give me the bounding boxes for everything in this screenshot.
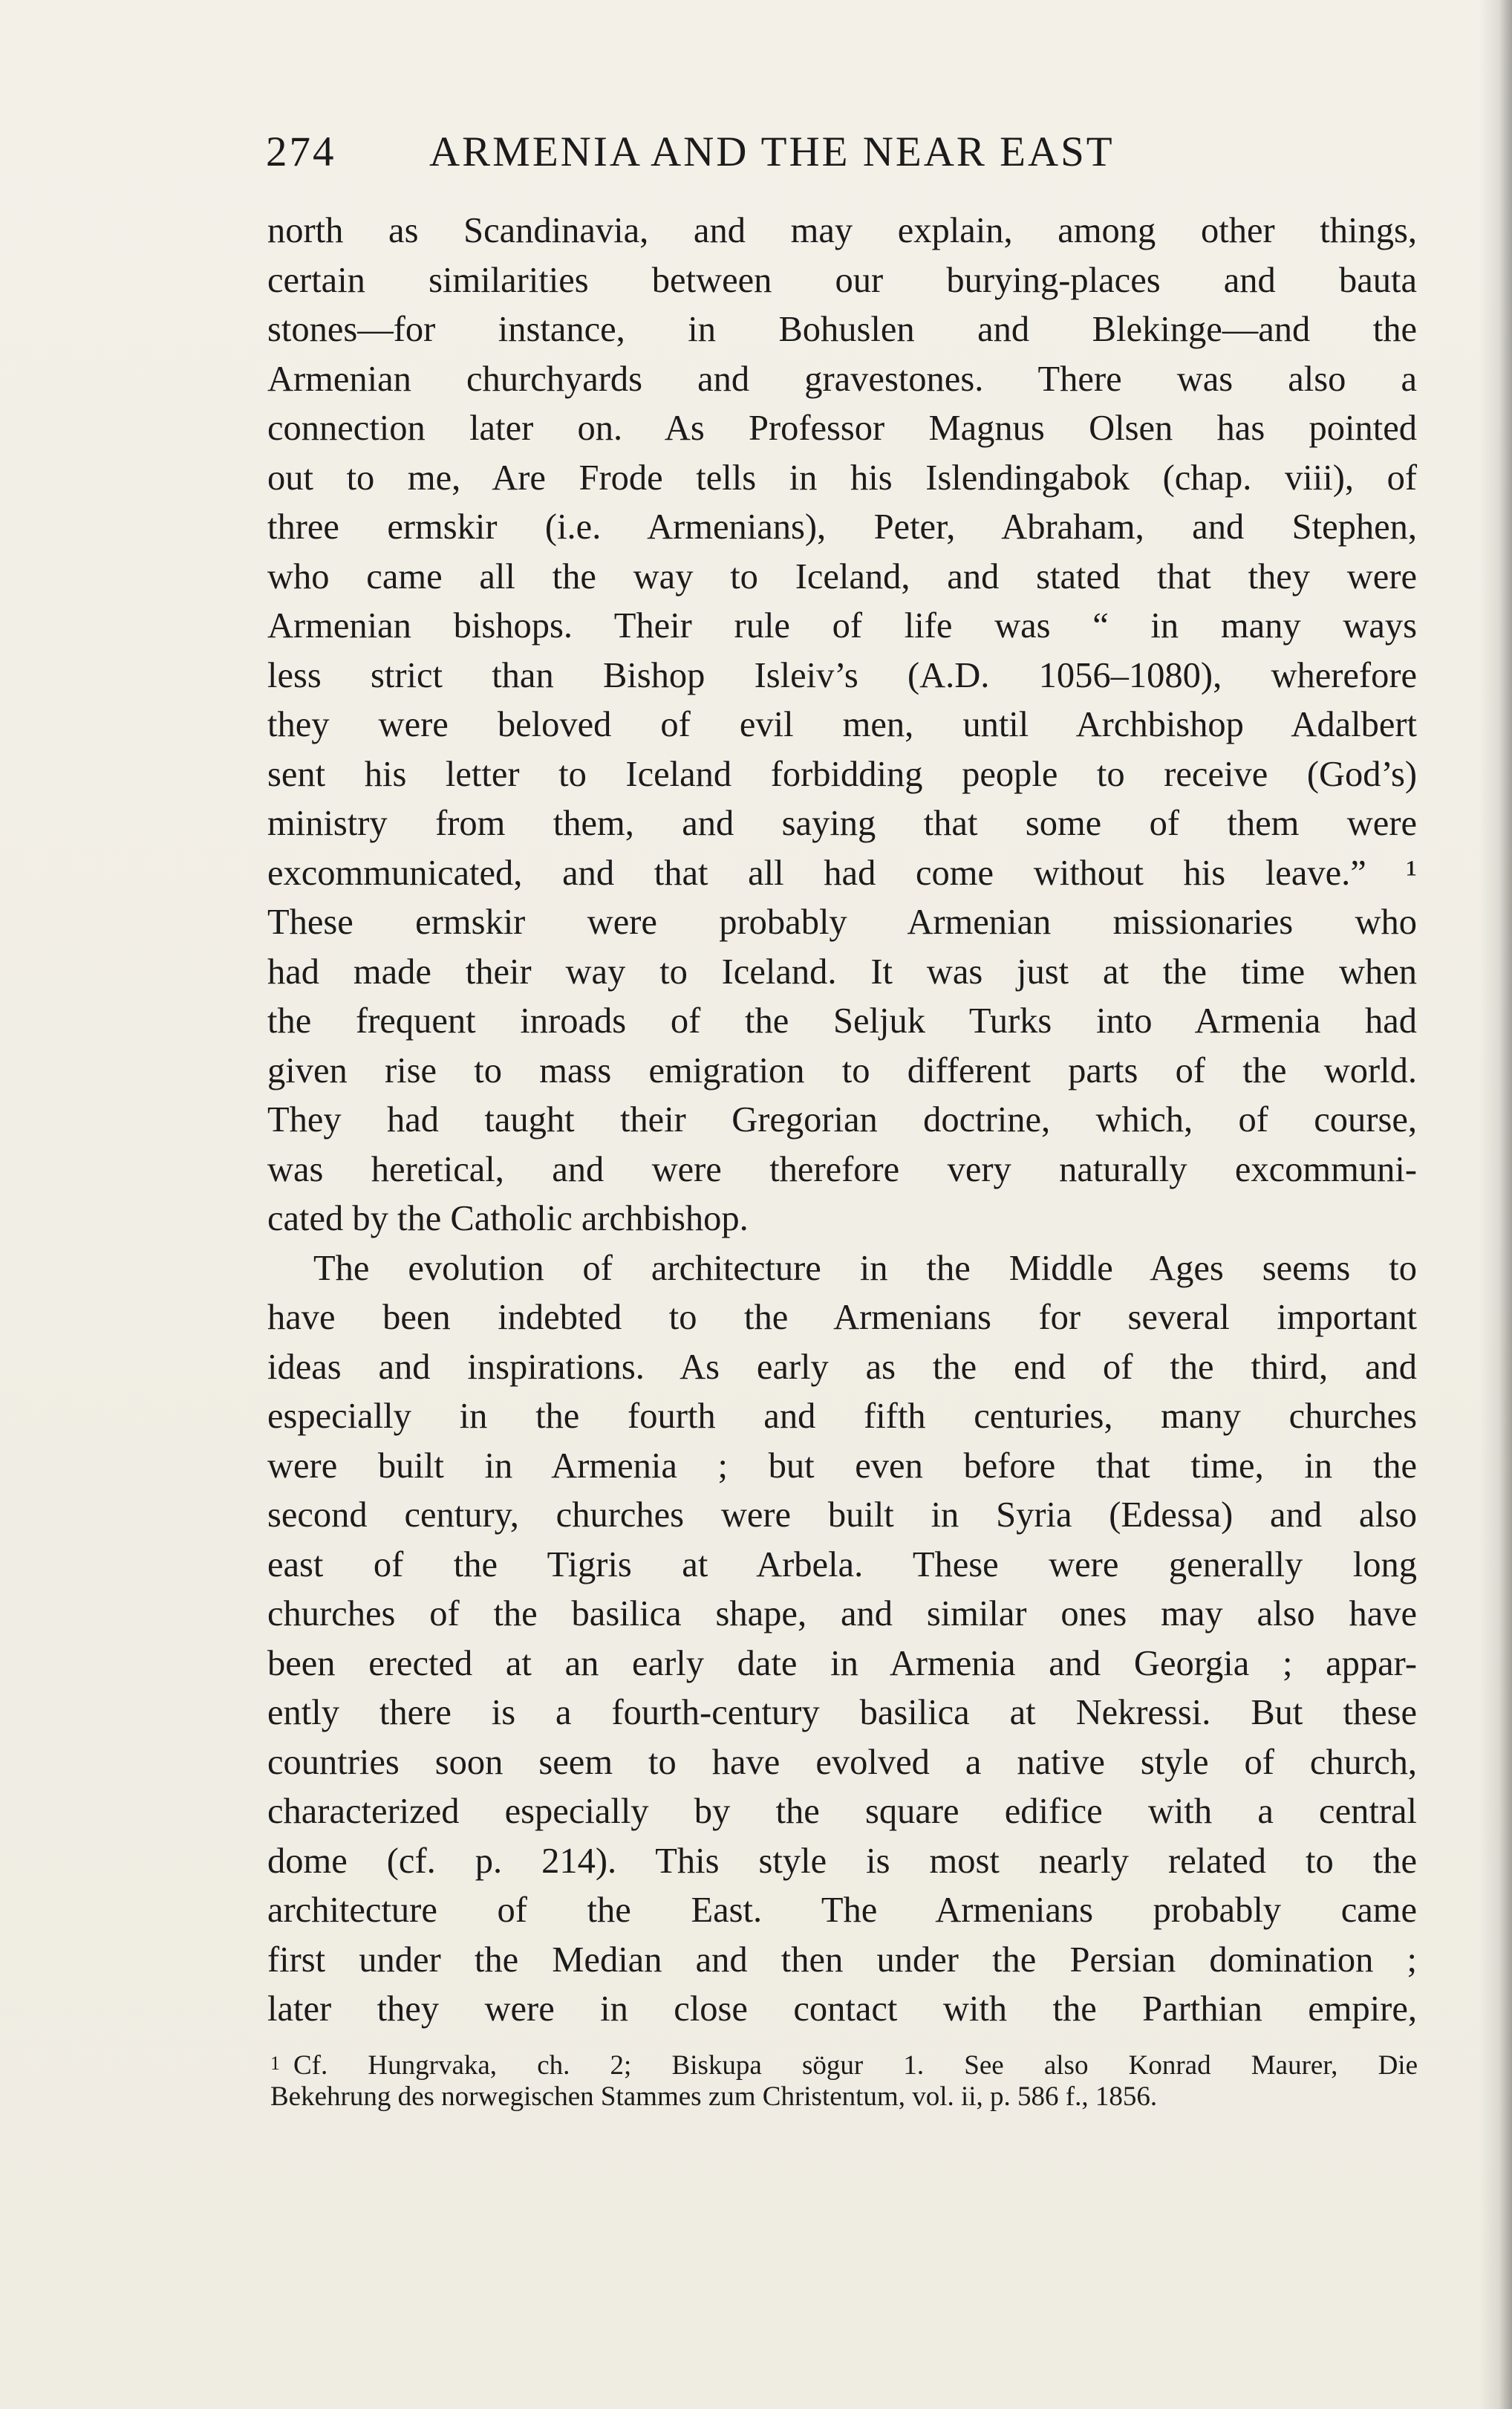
text-line: ideas and inspirations. As early as the end of the third, and <box>267 1347 1417 1387</box>
text-line: were built in Armenia ; but even before that time, in the <box>267 1446 1417 1486</box>
footnote-line: Bekehrung des norwegischen Stammes zum Christentum, vol. ii, p. 586 f., 1856. <box>270 2081 1158 2112</box>
text-line: architecture of the East. The Armenians probably came <box>267 1891 1417 1930</box>
text-line: given rise to mass emigration to different parts of the world. <box>267 1050 1417 1090</box>
text-line: first under the Median and then under the Persian domination ; <box>267 1940 1417 1980</box>
page-number: 274 <box>266 129 336 175</box>
footnote <box>270 2046 1418 2113</box>
text-line: cated by the Catholic archbishop. <box>267 1199 749 1238</box>
text-line: they were beloved of evil men, until Archbishop Adalbert <box>267 705 1417 744</box>
text-line: connection later on. As Professor Magnus Olsen has pointed <box>267 409 1417 448</box>
text-line: excommunicated, and that all had come without his leave.” ¹ <box>267 853 1417 893</box>
text-line: certain similarities between our burying-places and bauta <box>267 260 1417 300</box>
text-line: They had taught their Gregorian doctrine, which, of course, <box>267 1100 1417 1140</box>
text-line: east of the Tigris at Arbela. These were generally long <box>267 1544 1417 1584</box>
running-header <box>266 128 1231 176</box>
footnote-line <box>270 2046 1418 2080</box>
text-line: second century, churches were built in Syria (Edessa) and also <box>267 1495 1417 1535</box>
text-line: countries soon seem to have evolved a native style of church, <box>267 1742 1417 1782</box>
text-line: north as Scandinavia, and may explain, among other things, <box>267 211 1417 250</box>
text-line: characterized especially by the square edifice with a central <box>267 1792 1417 1831</box>
running-title: ARMENIA AND THE NEAR EAST <box>429 129 1115 175</box>
text-line: Armenian bishops. Their rule of life was “ in many ways <box>267 606 1417 646</box>
text-line: stones—for instance, in Bohuslen and Blekinge—and the <box>267 310 1417 349</box>
body-text <box>267 207 1417 2035</box>
text-line: Armenian churchyards and gravestones. There was also a <box>267 359 1417 399</box>
page-gutter-shadow <box>1479 0 1512 2409</box>
text-line: ently there is a fourth-century basilica at Nekressi. But these <box>267 1693 1417 1732</box>
text-line: later they were in close contact with the Parthian empire, <box>267 1989 1417 2029</box>
text-line: three ermskir (i.e. Armenians), Peter, Abraham, and Stephen, <box>267 507 1417 547</box>
text-line: out to me, Are Frode tells in his Islendingabok (chap. viii), of <box>267 458 1417 498</box>
text-line: ministry from them, and saying that some of them were <box>267 804 1417 843</box>
text-line: The evolution of architecture in the Middle Ages seems to <box>313 1248 1417 1288</box>
text-line: was heretical, and were therefore very naturally excommuni- <box>267 1149 1417 1189</box>
text-line: sent his letter to Iceland forbidding people to receive (God’s) <box>267 754 1417 794</box>
text-line: have been indebted to the Armenians for several important <box>267 1298 1417 1337</box>
text-line: These ermskir were probably Armenian missionaries who <box>267 903 1417 942</box>
text-line: had made their way to Iceland. It was just at the time when <box>267 952 1417 992</box>
text-line: especially in the fourth and fifth centuries, many churches <box>267 1397 1417 1436</box>
text-line: churches of the basilica shape, and similar ones may also have <box>267 1594 1417 1633</box>
footnote-text: Cf. Hungrvaka, ch. 2; Biskupa sögur 1. See also Konrad Maurer, Die <box>293 2050 1418 2081</box>
footnote-marker: 1 <box>270 2052 280 2074</box>
text-line: less strict than Bishop Isleiv’s (A.D. 1056–1080), wherefore <box>267 655 1417 695</box>
text-line: the frequent inroads of the Seljuk Turks into Armenia had <box>267 1001 1417 1041</box>
text-line: who came all the way to Iceland, and stated that they were <box>267 556 1417 596</box>
text-line: dome (cf. p. 214). This style is most nearly related to the <box>267 1841 1417 1881</box>
text-line: been erected at an early date in Armenia and Georgia ; appar- <box>267 1643 1417 1683</box>
